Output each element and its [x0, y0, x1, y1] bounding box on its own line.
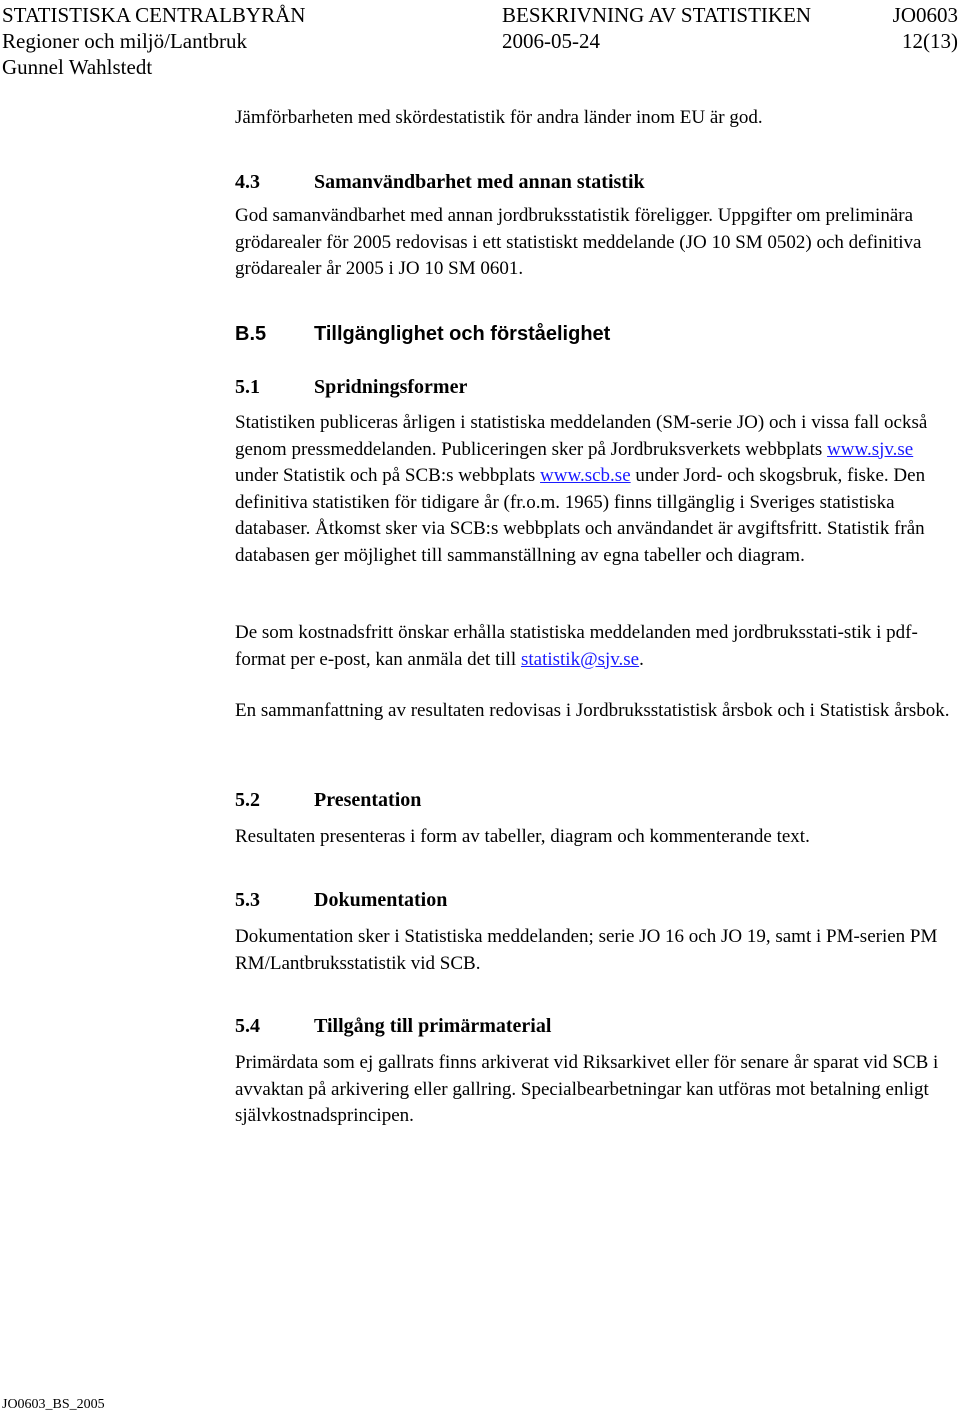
text-segment: . — [639, 648, 644, 670]
section-5-3-text: Dokumentation sker i Statistiska meddelanden; serie JO 16 och JO 19, samt i PM-serien PM RM/Lantbruksstatistik vid SCB. — [235, 926, 938, 974]
section-number: 4.3 — [235, 171, 260, 193]
header-doc-type: BESKRIVNING AV STATISTIKEN — [502, 3, 812, 27]
email-link[interactable]: statistik@sjv.se — [520, 648, 640, 670]
section-4-3-heading — [235, 169, 645, 195]
section-5-1-paragraph-1 — [235, 410, 955, 569]
header-row-2 — [0, 28, 960, 54]
section-title: Dokumentation — [314, 889, 448, 911]
text-segment: De som kostnadsfritt önskar erhålla statistiska meddelanden med jordbruksstati-stik i pdf-format per e-post, kan anmäla det till — [235, 622, 918, 670]
section-number: 5.3 — [235, 889, 260, 911]
section-title: Spridningsformer — [314, 376, 468, 398]
header-author: Gunnel Wahlstedt — [2, 55, 153, 79]
header-page: 12(13) — [902, 29, 958, 53]
text-segment: under Jord- och skogsbruk, fiske. Den definitiva statistiken för tidigare år (fr.o.m. 1965) finns tillgänglig i Sveriges statistiska databaser. Åtkomst sker via SCB:s webbplats och användandet är avgiftsfritt. Statistik från databasen ger möjlighet till sammanställning av egna tabeller och diagram. — [235, 465, 926, 566]
section-title: Tillgång till primärmaterial — [314, 1015, 552, 1037]
section-5-4-text: Primärdata som ej gallrats finns arkiverat vid Riksarkivet eller för senare år sparat vid SCB i avvaktan på arkivering eller gallring. Specialbearbetningar kan utföras mot betalning enligt självkostnadsprincipen. — [235, 1052, 939, 1126]
footer-doc-code: JO0603_BS_2005 — [2, 1397, 105, 1412]
section-number: B.5 — [235, 323, 267, 345]
section-5-1-paragraph-3: En sammanfattning av resultaten redovisas i Jordbruksstatistisk årsbok och i Statistisk årsbok. — [235, 700, 950, 721]
header-row-3 — [0, 54, 960, 80]
header-doc-id: JO0603 — [892, 3, 958, 27]
section-title: Tillgänglighet och förståelighet — [314, 323, 611, 345]
intro-paragraph: Jämförbarheten med skördestatistik för andra länder inom EU är god. — [235, 107, 763, 128]
text-segment: under Statistik och på SCB:s webbplats — [235, 465, 541, 486]
header-date: 2006-05-24 — [502, 29, 600, 53]
section-number: 5.1 — [235, 376, 260, 398]
text-segment: Statistiken publiceras årligen i statistiska meddelanden (SM-serie JO) och i vissa fall också genom pressmeddelanden. Publiceringen sker på Jordbruksverkets webbplats — [235, 412, 928, 460]
section-5-2-text: Resultaten presenteras i form av tabeller, diagram och kommenterande text. — [235, 826, 810, 847]
sjv-link[interactable]: www.sjv.se — [827, 438, 914, 460]
header-department: Regioner och miljö/Lantbruk — [2, 29, 247, 53]
scb-link[interactable]: www.scb.se — [540, 465, 631, 486]
section-4-3-text: God samanvändbarhet med annan jordbruksstatistik föreligger. Uppgifter om preliminära grödarealer för 2005 redovisas i ett statistiskt meddelande (JO 10 SM 0502) och definitiva grödarealer år 2005 i JO 10 SM 0601. — [235, 205, 922, 279]
header-org: STATISTISKA CENTRALBYRÅN — [2, 3, 306, 27]
section-number: 5.2 — [235, 789, 260, 811]
section-5-3-heading — [235, 887, 447, 913]
section-title: Samanvändbarhet med annan statistik — [314, 171, 645, 193]
section-5-2-heading — [235, 787, 421, 813]
section-b5-heading — [235, 321, 610, 347]
header-row-1 — [0, 2, 960, 28]
section-5-1-paragraph-2 — [235, 620, 955, 673]
section-5-1-heading — [235, 374, 467, 400]
section-title: Presentation — [314, 789, 422, 811]
section-5-4-heading — [235, 1013, 551, 1039]
section-number: 5.4 — [235, 1015, 260, 1037]
